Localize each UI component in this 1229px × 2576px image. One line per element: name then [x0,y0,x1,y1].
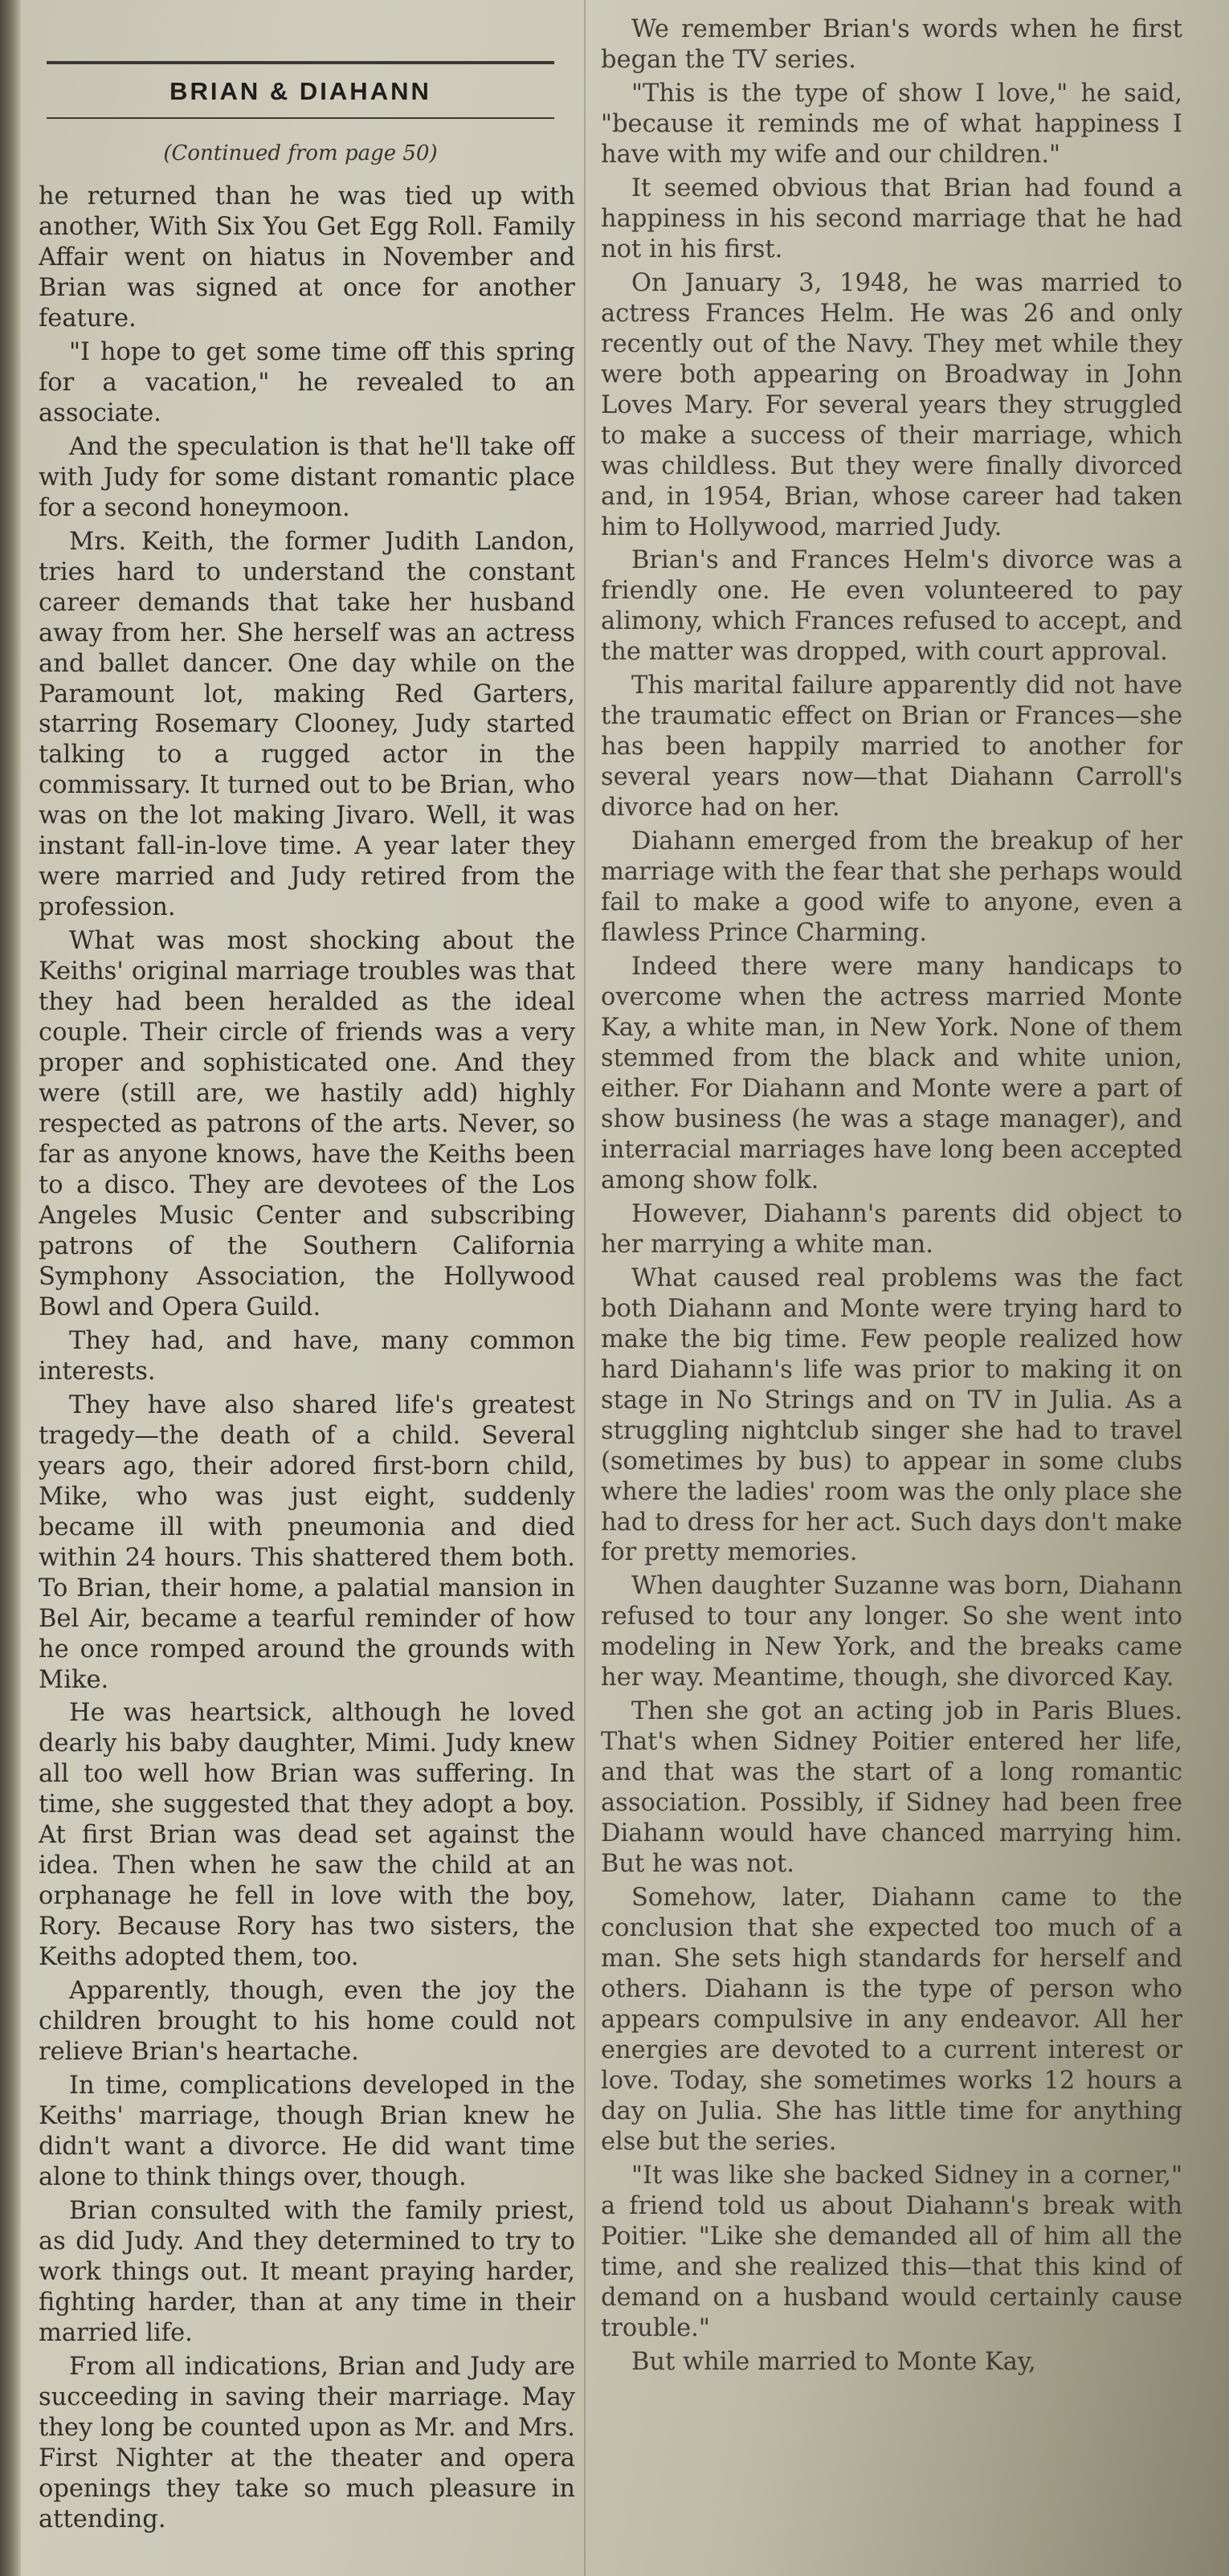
title-rule [47,117,554,119]
paragraph: When daughter Suzanne was born, Diahann refused to tour any longer. So she went into modeling in New York, and the breaks came her way. Meantime, though, she divorced Kay. [601,1572,1182,1692]
paragraph: We remember Brian's words when he first began the TV series. [601,15,1182,74]
paragraph: What caused real problems was the fact both Diahann and Monte were trying hard to make the big time. Few people realized how hard Diahann's life was prior to making it on stage in No Strings and on TV in Julia. As a struggling nightclub singer she had to travel (sometimes by bus) to appear in some clubs where the ladies' room was the only place she had to dress for her act. Such days don't make for pretty memories. [601,1264,1182,1567]
column-divider [584,0,586,2576]
paragraph: Brian consulted with the family priest, as did Judy. And they determined to try to work things out. It meant praying harder, fighting harder, than at any time in their married life. [39,2196,575,2347]
paragraph: Diahann emerged from the breakup of her marriage with the fear that she perhaps would fail to make a good wife to anyone, even a flawless Prince Charming. [601,827,1182,948]
paragraph: Brian's and Frances Helm's divorce was a friendly one. He even volunteered to pay alimony, which Frances refused to accept, and the matter was dropped, with court approval. [601,546,1182,667]
continued-note: (Continued from page 50) [163,141,438,165]
paragraph: On January 3, 1948, he was married to actress Frances Helm. He was 26 and only recently out of the Navy. They met while they were both appearing on Broadway in John Loves Mary. For several years they struggled to make a success of their marriage, which was childless. But they were finally divorced and, in 1954, Brian, whose career had taken him to Hollywood, married Judy. [601,268,1182,541]
paragraph: "This is the type of show I love," he said, "because it reminds me of what happiness I have with my wife and our children." [601,79,1182,169]
paragraph: "I hope to get some time off this spring for a vacation," he revealed to an associate. [39,337,575,427]
paragraph: They have also shared life's greatest tragedy—the death of a child. Several years ago, their adored first-born child, Mike, who was just eight, suddenly became ill with pneumonia and died within 24 hours. This shattered them both. To Brian, their home, a palatial mansion in Bel Air, became a tearful reminder of how he once romped around the grounds with Mike. [39,1390,575,1694]
paragraph: Indeed there were many handicaps to overcome when the actress married Monte Kay, a white man, in New York. None of them stemmed from the black and white union, either. For Diahann and Monte were a part of show business (he was a stage manager), and interracial marriages have long been accepted among show folk. [601,953,1182,1194]
paragraph: They had, and have, many common interests. [39,1326,575,1386]
paragraph: In time, complications developed in the Keiths' marriage, though Brian knew he didn't want a divorce. He did want time alone to think things over, though. [39,2072,575,2191]
paragraph: Mrs. Keith, the former Judith Landon, tries hard to understand the constant career demands that take her husband away from her. She herself was an actress and ballet dancer. One day while on the Paramount lot, making Red Garters, starring Rosemary Clooney, Judy started talking to a rugged actor in the commissary. It turned out to be Brian, who was on the lot making Jivaro. Well, it was instant fall-in-love time. A year later they were married and Judy retired from the profession. [39,527,575,922]
page-binding [0,0,21,2576]
paragraph: Then she got an acting job in Paris Blues. That's when Sidney Poitier entered her life, and that was the start of a long romantic association. Possibly, if Sidney had been free Diahann would have chanced marrying him. But he was not. [601,1697,1182,1879]
paragraph: Somehow, later, Diahann came to the conclusion that she expected too much of a man. She sets high standards for herself and others. Diahann is the type of person who appears compulsive in any endeavor. All her energies are devoted to a current interest or love. Today, she sometimes works 12 hours a day on Julia. She has little time for anything else but the series. [601,1884,1182,2156]
paragraph: He was heartsick, although he loved dearly his baby daughter, Mimi. Judy knew all too well how Brian was suffering. In time, she suggested that they adopt a boy. At first Brian was dead set against the idea. Then when he saw the child at an orphanage he fell in love with the boy, Rory. Because Rory has two sisters, the Keiths adopted them, too. [39,1699,575,1972]
left-column [39,182,575,2576]
right-column [601,14,1182,2576]
paragraph: This marital failure apparently did not have the traumatic effect on Brian or Frances—she has been happily married to another for several years now—that Diahann Carroll's divorce had on her. [601,672,1182,823]
paragraph: And the speculation is that he'll take off with Judy for some distant romantic place for a second honeymoon. [39,432,575,522]
paragraph: However, Diahann's parents did object to her marrying a white man. [601,1199,1182,1259]
paragraph: From all indications, Brian and Judy are succeeding in saving their marriage. May they long be counted upon as Mr. and Mrs. First Nighter at the theater and opera openings they take so much pleasure in attending. [39,2352,575,2533]
article-title: BRIAN & DIAHANN [169,77,431,105]
paragraph: What was most shocking about the Keiths' original marriage troubles was that they had been heralded as the ideal couple. Their circle of friends was a very proper and sophisticated one. And they were (still are, we hastily add) highly respected as patrons of the arts. Never, so far as anyone knows, have the Keiths been to a disco. They are devotees of the Los Angeles Music Center and subscribing patrons of the Southern California Symphony Association, the Hollywood Bowl and Opera Guild. [39,927,575,1321]
paragraph: It seemed obvious that Brian had found a happiness in his second marriage that he had not in his first. [601,174,1182,263]
paragraph: But while married to Monte Kay, [631,2347,1036,2376]
header-rule [47,61,554,64]
paragraph: Apparently, though, even the joy the children brought to his home could not relieve Brian's heartache. [39,1977,575,2067]
paragraph: "It was like she backed Sidney in a corner," a friend told us about Diahann's break with Poitier. "Like she demanded all of him all the time, and she realized this—that this kind of demand on a husband would certainly cause trouble." [601,2161,1182,2342]
paragraph: he returned than he was tied up with another, With Six You Get Egg Roll. Family Affair went on hiatus in November and Brian was signed at once for another feature. [39,182,575,333]
